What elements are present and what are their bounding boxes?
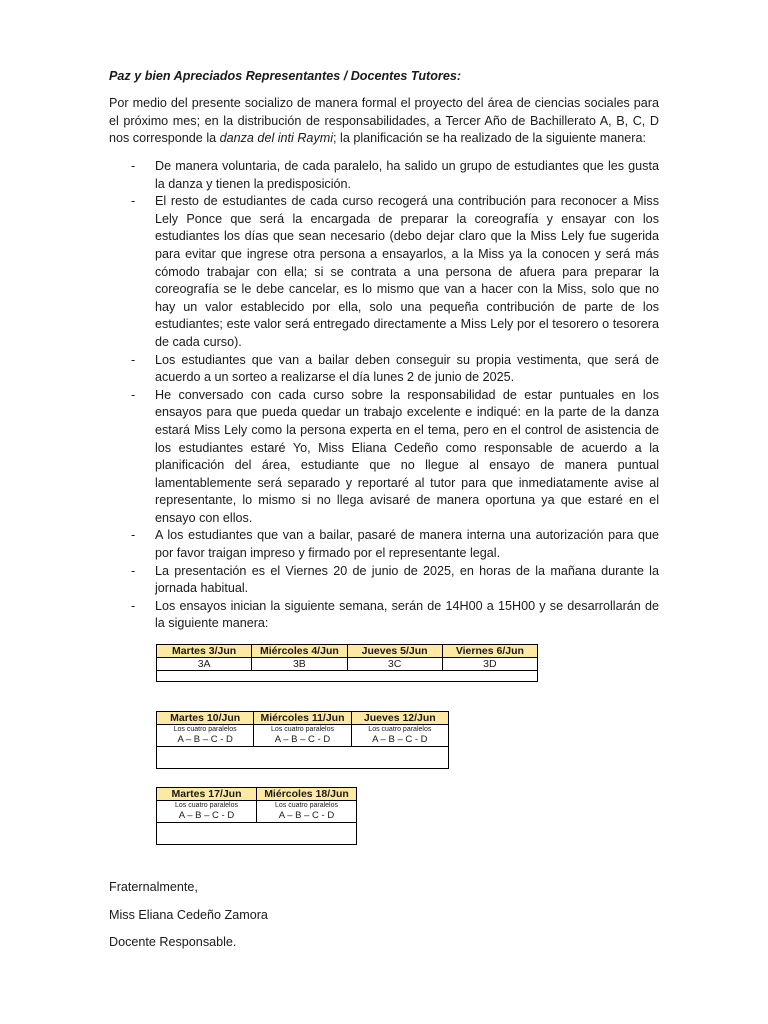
bullet-dash: -: [131, 387, 136, 402]
bullet-dash: -: [131, 598, 136, 613]
bullet-dash: -: [131, 159, 136, 173]
list-item-text: El resto de estudiantes de cada curso recogerá una contribución para reconocer a Miss Lely Ponce que será la encargada de preparar la coreografía y ensayar con los estudiantes los días que sean necesario (debo dejar claro que la Miss Lely fue sugerida para evitar que ingrese otra persona a ensayarlos, a la Miss ya la conocen y será más cómodo trabajar con ella; si se contrata a una persona de afuera para preparar la coreografía se le debe cancelar, es lo mismo que van a hacer con la Miss, solo que no hay un valor establecido por ella, solo una pequeña contribución de parte de los estudiantes; este valor será entregado directamente a Miss Lely por el tesorero o tesorera de cada curso).: [155, 194, 659, 349]
cell-groups: A – B – C - D: [274, 734, 331, 745]
table-cell: 3D: [442, 658, 537, 671]
list-item-text: Los estudiantes que van a bailar deben conseguir su propia vestimenta, que será de acuerdo a un sorteo a realizarse el día lunes 2 de junio de 2025.: [155, 352, 659, 385]
schedule-table-week3: [156, 787, 357, 845]
table-header-cell: Martes 17/Jun: [157, 788, 257, 801]
table-cell: 3A: [157, 658, 252, 671]
table-empty-cell: [157, 671, 538, 682]
list-item: [109, 563, 659, 598]
cell-groups: A – B – C - D: [177, 734, 233, 745]
cell-note: Los cuatro paralelos: [368, 726, 432, 733]
list-item-text: De manera voluntaria, de cada paralelo, ha salido un grupo de estudiantes que les gusta la danza y tienen la predisposición.: [155, 159, 659, 191]
table-header-row: [157, 788, 357, 801]
table-cell: 3C: [347, 658, 442, 671]
table-header-cell: Viernes 6/Jun: [442, 645, 537, 658]
table-cell: [254, 725, 351, 747]
table-row-empty: [157, 747, 449, 769]
bullet-dash: -: [131, 194, 136, 209]
table-row-empty: [157, 671, 538, 682]
list-item: [109, 598, 659, 633]
table-header-cell: Miércoles 11/Jun: [254, 712, 351, 725]
table-empty-cell: [157, 823, 357, 845]
table-header-row: [157, 712, 449, 725]
table-header-row: [157, 645, 538, 658]
intro-emphasis: danza del inti Raymi: [219, 131, 334, 146]
table-header-cell: Jueves 5/Jun: [347, 645, 442, 658]
bullet-dash: -: [131, 563, 136, 578]
table-row-empty: [157, 823, 357, 845]
cell-groups: A – B – C - D: [278, 810, 335, 821]
cell-groups: A – B – C - D: [178, 810, 235, 821]
list-item: [109, 158, 659, 193]
intro-text-part2: ; la planificación se ha realizado de la siguiente manera:: [333, 131, 646, 146]
schedule-table-week2: [156, 711, 449, 769]
signature-name: Miss Eliana Cedeño Zamora: [109, 908, 268, 922]
cell-note: Los cuatro paralelos: [174, 802, 239, 809]
bullet-dash: -: [131, 352, 136, 367]
closing-farewell: Fraternalmente,: [109, 880, 198, 894]
table-empty-cell: [157, 747, 449, 769]
list-item: [109, 193, 659, 351]
table-cell: [157, 725, 254, 747]
table-header-cell: Miércoles 4/Jun: [252, 645, 347, 658]
table-header-cell: Martes 3/Jun: [157, 645, 252, 658]
cell-note: Los cuatro paralelos: [270, 726, 335, 733]
cell-groups: A – B – C - D: [372, 734, 428, 745]
signature-role: Docente Responsable.: [109, 935, 237, 949]
list-item-text: He conversado con cada curso sobre la responsabilidad de estar puntuales en los ensayos para que pueda quedar un trabajo excelente e indiqué: en la parte de la danza estará Miss Lely como la persona experta en el tema, pero en el control de asistencia de los estudiantes estaré Yo, Miss Eliana Cedeño como responsable de acuerdo a la planificación del área, estudiante que no llegue al ensayo de manera puntual lamentablemente será separado y reportaré al tutor para que inmediatamente avise al representante, lo mismo si no llega avisaré de manera oportuna ya que estaré en el ensayo con ellos.: [155, 387, 659, 525]
list-item: [109, 352, 659, 387]
table-header-cell: Jueves 12/Jun: [351, 712, 448, 725]
bullet-dash: -: [131, 528, 136, 543]
table-row: [157, 658, 538, 671]
list-item-text: A los estudiantes que van a bailar, pasaré de manera interna una autorización para que por favor traigan impreso y firmado por el representante legal.: [155, 528, 659, 561]
table-cell: [157, 801, 257, 823]
intro-paragraph: [109, 95, 659, 148]
table-header-cell: Martes 10/Jun: [157, 712, 254, 725]
table-header-cell: Miércoles 18/Jun: [257, 788, 357, 801]
list-item: [109, 387, 659, 528]
table-cell: [351, 725, 448, 747]
greeting-line: Paz y bien Apreciados Representantes / Docentes Tutores:: [109, 69, 462, 83]
table-cell: [257, 801, 357, 823]
list-item-text: La presentación es el Viernes 20 de junio de 2025, en horas de la mañana durante la jornada habitual.: [155, 563, 659, 596]
planning-list: [109, 158, 659, 633]
list-item: [109, 527, 659, 562]
schedule-table-week1: [156, 644, 538, 682]
cell-note: Los cuatro paralelos: [274, 802, 339, 809]
table-row: [157, 725, 449, 747]
cell-note: Los cuatro paralelos: [173, 726, 237, 733]
table-cell: 3B: [252, 658, 347, 671]
intro-text-part1: Por medio del presente socializo de manera formal el proyecto del área de ciencias sociales para el próximo mes; en la distribución de responsabilidades, a Tercer Año de Bachillerato A, B, C, D nos corresponde la: [109, 96, 659, 146]
table-row: [157, 801, 357, 823]
list-item-text: Los ensayos inician la siguiente semana, serán de 14H00 a 15H00 y se desarrollarán de la siguiente manera:: [155, 598, 659, 631]
